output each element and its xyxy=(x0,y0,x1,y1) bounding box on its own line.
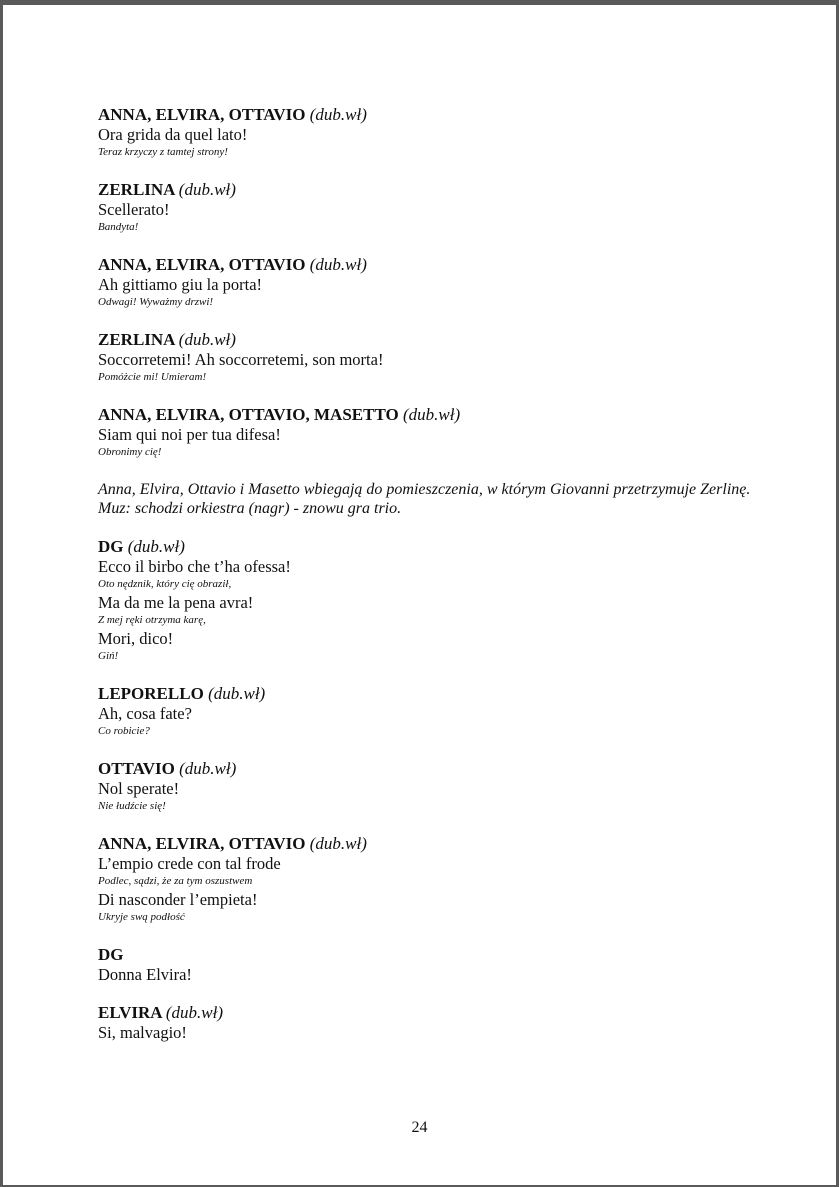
italian-line: Di nasconder l’empieta! xyxy=(98,890,258,909)
speaker-heading xyxy=(98,945,778,965)
italian-line: Si, malvagio! xyxy=(98,1023,187,1042)
italian-line: Siam qui noi per tua difesa! xyxy=(98,425,281,444)
dialogue-block xyxy=(98,759,778,815)
polish-translation: Obronimy cię! xyxy=(98,446,162,458)
speaker-note: (dub.wł) xyxy=(309,255,367,274)
speaker-name: ELVIRA xyxy=(98,1003,162,1022)
dialogue-block xyxy=(98,945,778,984)
stage-direction-line: Anna, Elvira, Ottavio i Masetto wbiegają do pomieszczenia, w którym Giovanni przetrzymuje Zerlinę. xyxy=(98,481,751,498)
speaker-heading xyxy=(98,255,778,275)
italian-line: Ma da me la pena avra! xyxy=(98,593,254,612)
polish-translation: Odwagi! Wyważmy drzwi! xyxy=(98,296,214,308)
italian-line: Scellerato! xyxy=(98,200,170,219)
speaker-name: OTTAVIO xyxy=(98,759,175,778)
dialogue-block xyxy=(98,405,778,461)
speaker-name: DG xyxy=(98,537,124,556)
speaker-name: ANNA, ELVIRA, OTTAVIO, MASETTO xyxy=(98,405,399,424)
polish-translation: Ukryje swą podłość xyxy=(98,911,185,923)
italian-line: Mori, dico! xyxy=(98,629,174,648)
dialogue-block xyxy=(98,105,778,161)
polish-translation: Co robicie? xyxy=(98,725,150,737)
polish-translation: Pomóżcie mi! Umieram! xyxy=(98,371,207,383)
speaker-name: DG xyxy=(98,945,124,964)
speaker-heading xyxy=(98,330,778,350)
speaker-heading xyxy=(98,834,778,854)
italian-line: Donna Elvira! xyxy=(98,965,192,984)
speaker-heading xyxy=(98,759,778,779)
speaker-name: ZERLINA xyxy=(98,330,175,349)
speaker-note: (dub.wł) xyxy=(309,834,367,853)
polish-translation: Podlec, sądzi, że za tym oszustwem xyxy=(98,875,253,887)
italian-line: Nol sperate! xyxy=(98,779,180,798)
dialogue-block xyxy=(98,180,778,236)
speaker-heading xyxy=(98,684,778,704)
dialogue-section-2 xyxy=(98,537,778,1042)
dialogue-section-1 xyxy=(98,105,778,461)
speaker-note: (dub.wł) xyxy=(165,1003,224,1022)
stage-direction xyxy=(98,480,778,518)
document-page xyxy=(3,5,836,1185)
speaker-heading xyxy=(98,405,778,425)
italian-line: Ora grida da quel lato! xyxy=(98,125,248,144)
italian-line: L’empio crede con tal frode xyxy=(98,854,281,873)
page-number: 24 xyxy=(411,1119,428,1136)
dialogue-block xyxy=(98,537,778,665)
polish-translation: Oto nędznik, który cię obraził, xyxy=(98,578,232,590)
polish-translation: Bandyta! xyxy=(98,221,139,233)
speaker-note: (dub.wł) xyxy=(402,405,461,424)
speaker-name: ANNA, ELVIRA, OTTAVIO xyxy=(98,105,306,124)
polish-translation: Giń! xyxy=(98,650,119,662)
speaker-name: ANNA, ELVIRA, OTTAVIO xyxy=(98,255,306,274)
dialogue-block xyxy=(98,1003,778,1042)
speaker-name: LEPORELLO xyxy=(98,684,204,703)
dialogue-block xyxy=(98,834,778,926)
italian-line: Ecco il birbo che t’ha ofessa! xyxy=(98,557,291,576)
speaker-heading xyxy=(98,1003,778,1023)
italian-line: Ah, cosa fate? xyxy=(98,704,192,723)
script-content xyxy=(98,105,778,1061)
dialogue-block xyxy=(98,330,778,386)
speaker-note: (dub.wł) xyxy=(178,330,236,349)
dialogue-block xyxy=(98,684,778,740)
speaker-note: (dub.wł) xyxy=(178,180,236,199)
italian-line: Ah gittiamo giu la porta! xyxy=(98,275,263,294)
speaker-name: ZERLINA xyxy=(98,180,175,199)
polish-translation: Teraz krzyczy z tamtej strony! xyxy=(98,146,228,158)
speaker-note: (dub.wł) xyxy=(208,684,266,703)
speaker-heading xyxy=(98,105,778,125)
stage-direction-line: Muz: schodzi orkiestra (nagr) - znowu gra trio. xyxy=(98,500,402,517)
speaker-heading xyxy=(98,537,778,557)
polish-translation: Nie łudźcie się! xyxy=(98,800,166,812)
speaker-note: (dub.wł) xyxy=(179,759,237,778)
speaker-note: (dub.wł) xyxy=(127,537,185,556)
speaker-note: (dub.wł) xyxy=(309,105,367,124)
italian-line: Soccorretemi! Ah soccorretemi, son morta! xyxy=(98,350,384,369)
speaker-name: ANNA, ELVIRA, OTTAVIO xyxy=(98,834,306,853)
dialogue-block xyxy=(98,255,778,311)
polish-translation: Z mej ręki otrzyma karę, xyxy=(98,614,206,626)
speaker-heading xyxy=(98,180,778,200)
